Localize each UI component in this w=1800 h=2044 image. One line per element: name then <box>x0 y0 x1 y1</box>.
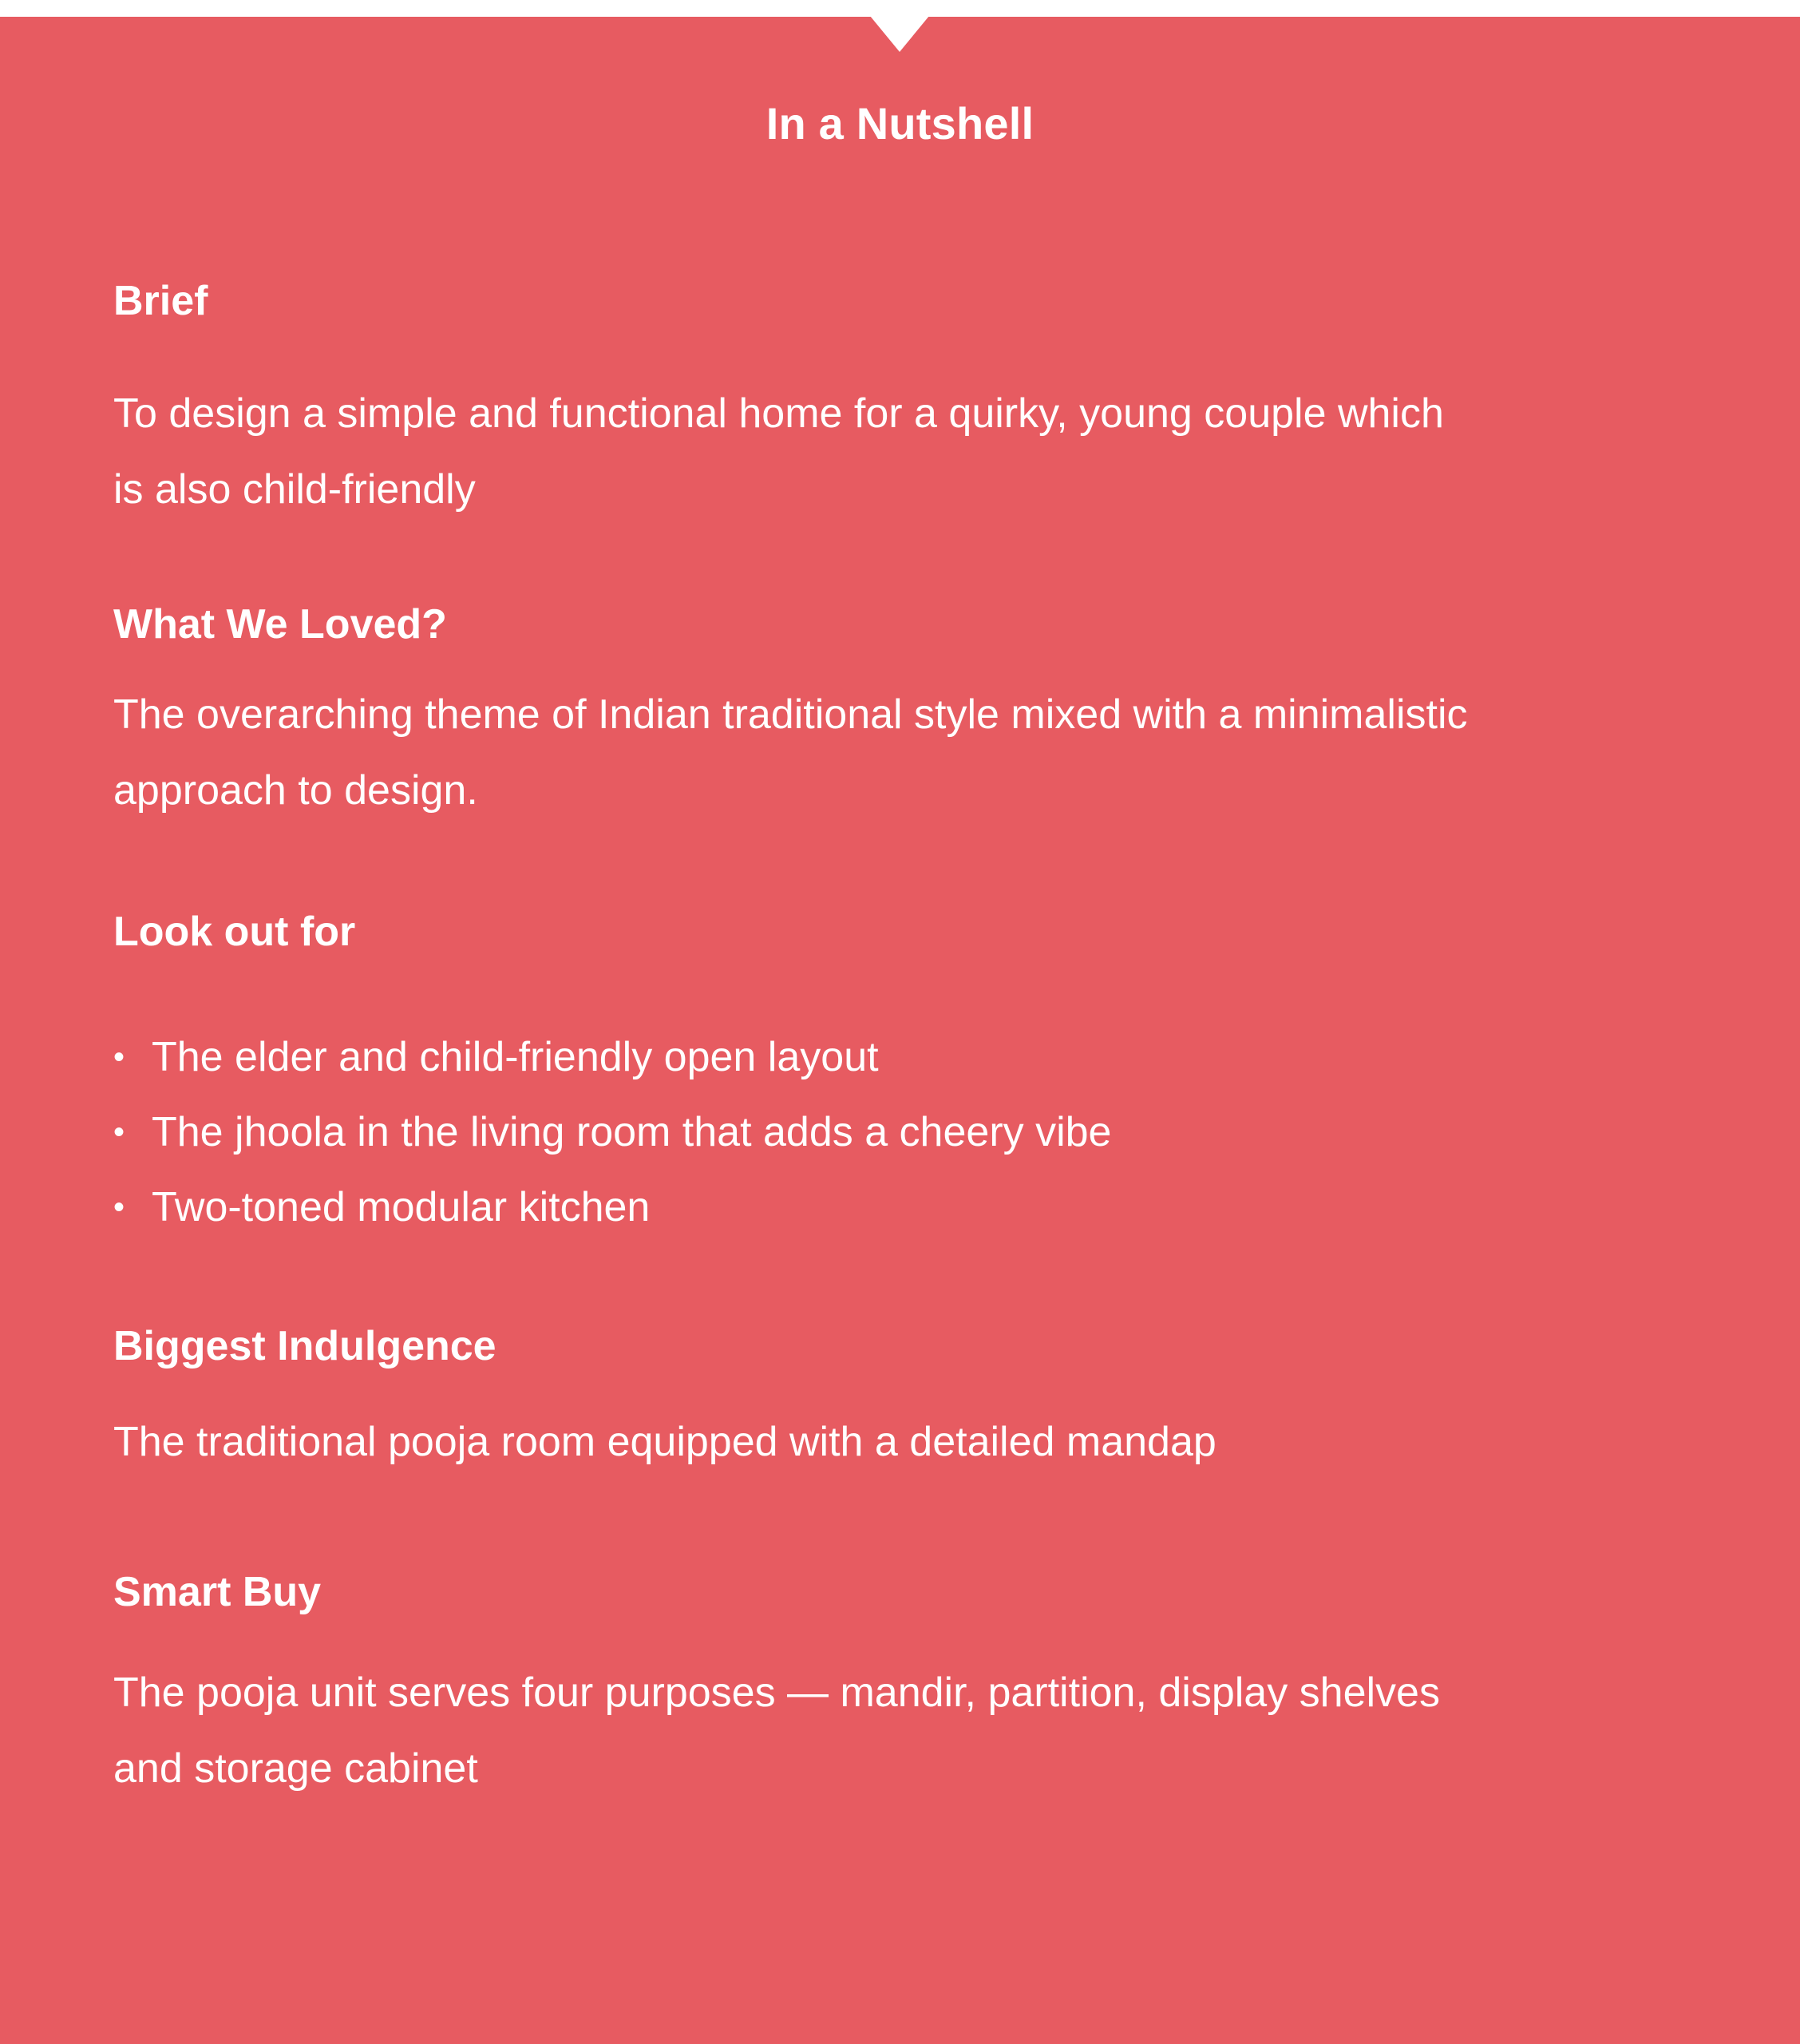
loved-line-2: approach to design. <box>113 767 478 814</box>
list-item <box>113 1170 1111 1245</box>
brief-line-2: is also child-friendly <box>113 466 476 513</box>
lookout-heading: Look out for <box>113 909 356 955</box>
brief-heading: Brief <box>113 278 208 324</box>
bullet-icon: • <box>113 1190 125 1225</box>
brief-text <box>113 376 1710 528</box>
lookout-list <box>113 1020 1111 1245</box>
notch-pointer <box>870 16 929 52</box>
loved-heading: What We Loved? <box>113 601 447 648</box>
smartbuy-heading: Smart Buy <box>113 1569 322 1615</box>
brief-line-1: To design a simple and functional home for a quirky, young couple which <box>113 390 1444 437</box>
smartbuy-line-2: and storage cabinet <box>113 1745 478 1792</box>
loved-line-1: The overarching theme of Indian traditional style mixed with a minimalistic <box>113 691 1468 738</box>
loved-text <box>113 677 1710 829</box>
smartbuy-text <box>113 1655 1710 1807</box>
indulgence-line-1: The traditional pooja room equipped with a detailed mandap <box>113 1419 1216 1465</box>
bullet-icon: • <box>113 1115 125 1150</box>
list-item-text: The jhoola in the living room that adds a cheery vibe <box>152 1109 1112 1155</box>
list-item-text: The elder and child-friendly open layout <box>152 1034 879 1080</box>
indulgence-text <box>113 1404 1710 1480</box>
indulgence-heading: Biggest Indulgence <box>113 1323 496 1369</box>
list-item-text: Two-toned modular kitchen <box>152 1184 651 1230</box>
list-item <box>113 1095 1111 1170</box>
section-title: In a Nutshell <box>765 98 1035 149</box>
smartbuy-line-1: The pooja unit serves four purposes — mandir, partition, display shelves <box>113 1670 1440 1716</box>
bullet-icon: • <box>113 1040 125 1075</box>
list-item <box>113 1020 1111 1095</box>
